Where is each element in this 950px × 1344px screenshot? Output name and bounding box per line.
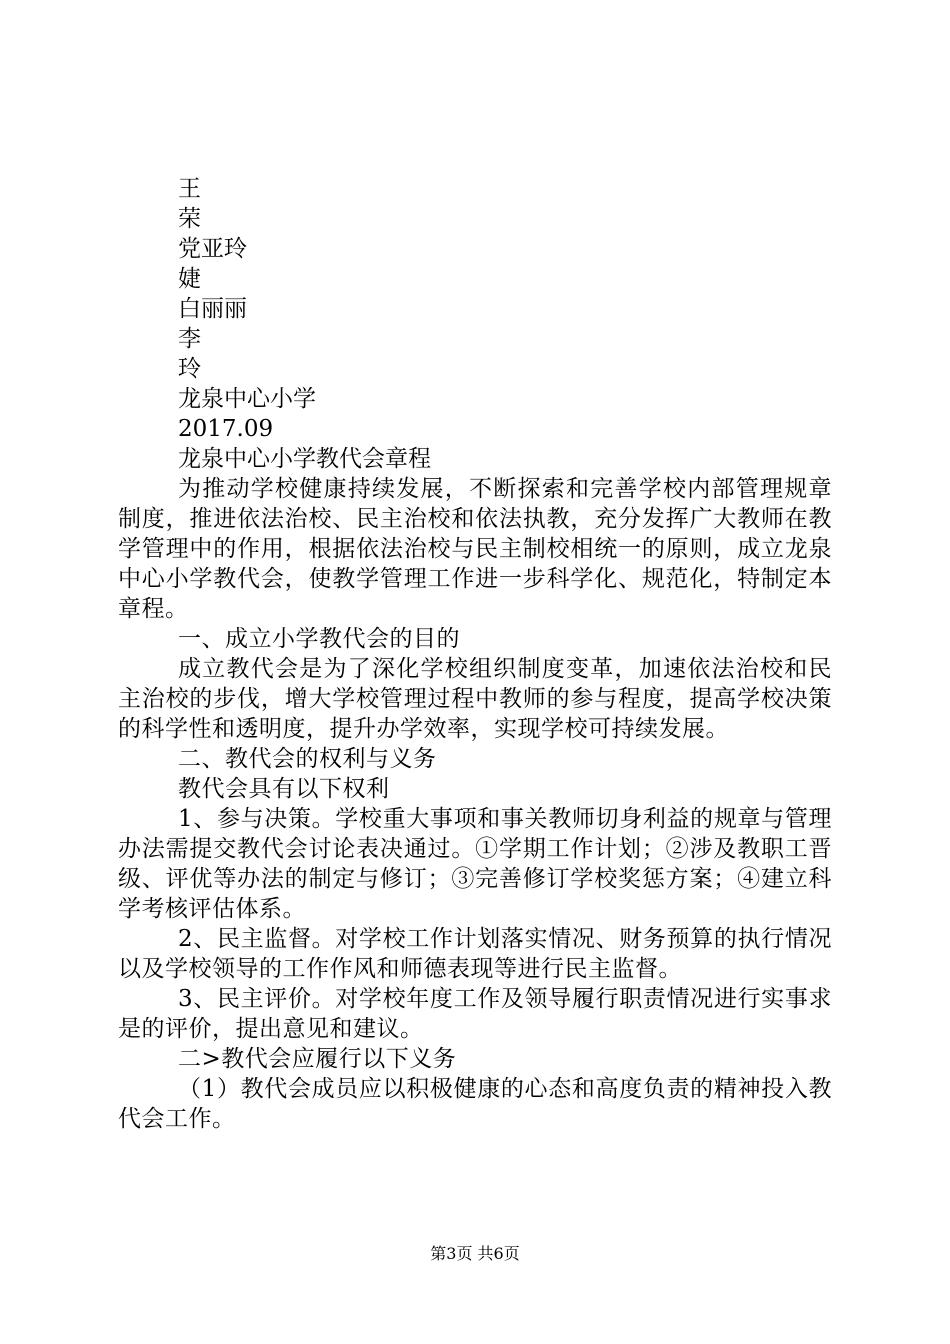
section-heading-rights-duties: 二、教代会的权利与义务 [178,746,437,772]
paragraph-intro: 为推动学校健康持续发展，不断探索和完善学校内部管理规章制度，推进依法治校、民主治校和依法执教，充分发挥广大教师在教学管理中的作用，根据依法治校与民主制校相统一的原则，成立龙泉中心小学教代会，使教学管理工作进一步科学化、规范化，特制定本章程。 [118,476,832,622]
section-heading-purpose: 一、成立小学教代会的目的 [178,626,460,652]
name-line: 白丽丽 [178,296,247,322]
subheading-duties: 二>教代会应履行以下义务 [178,1046,457,1072]
name-line: 玲 [178,356,201,382]
name-line: 党亚玲 [178,236,247,262]
name-line: 荣 [178,206,201,232]
paragraph-purpose: 成立教代会是为了深化学校组织制度变革，加速依法治校和民主治校的步伐，增大学校管理过程中教师的参与程度，提高学校决策的科学性和透明度，提升办学效率，实现学校可持续发展。 [118,656,832,742]
document-body [118,174,832,1134]
paragraph-duty-1: （1）教代会成员应以积极健康的心态和高度负责的精神投入教代会工作。 [118,1076,832,1132]
document-title: 龙泉中心小学教代会章程 [178,446,431,472]
name-line: 婕 [178,266,201,292]
paragraph-right-3: 3、民主评价。对学校年度工作及领导履行职责情况进行实事求是的评价，提出意见和建议。 [118,986,832,1042]
school-name: 龙泉中心小学 [178,386,316,412]
name-line: 李 [178,326,201,352]
page-footer: 第3页 共6页 [430,1244,520,1263]
name-line: 王 [178,176,201,202]
paragraph-right-1: 1、参与决策。学校重大事项和事关教师切身利益的规章与管理办法需提交教代会讨论表决通过。①学期工作计划；②涉及教职工晋级、评优等办法的制定与修订；③完善修订学校奖惩方案；④建立科学考核评估体系。 [118,806,832,922]
paragraph-right-2: 2、民主监督。对学校工作计划落实情况、财务预算的执行情况以及学校领导的工作作风和师德表现等进行民主监督。 [118,926,832,982]
subheading-rights: 教代会具有以下权利 [178,776,390,802]
document-date: 2017.09 [178,416,274,442]
